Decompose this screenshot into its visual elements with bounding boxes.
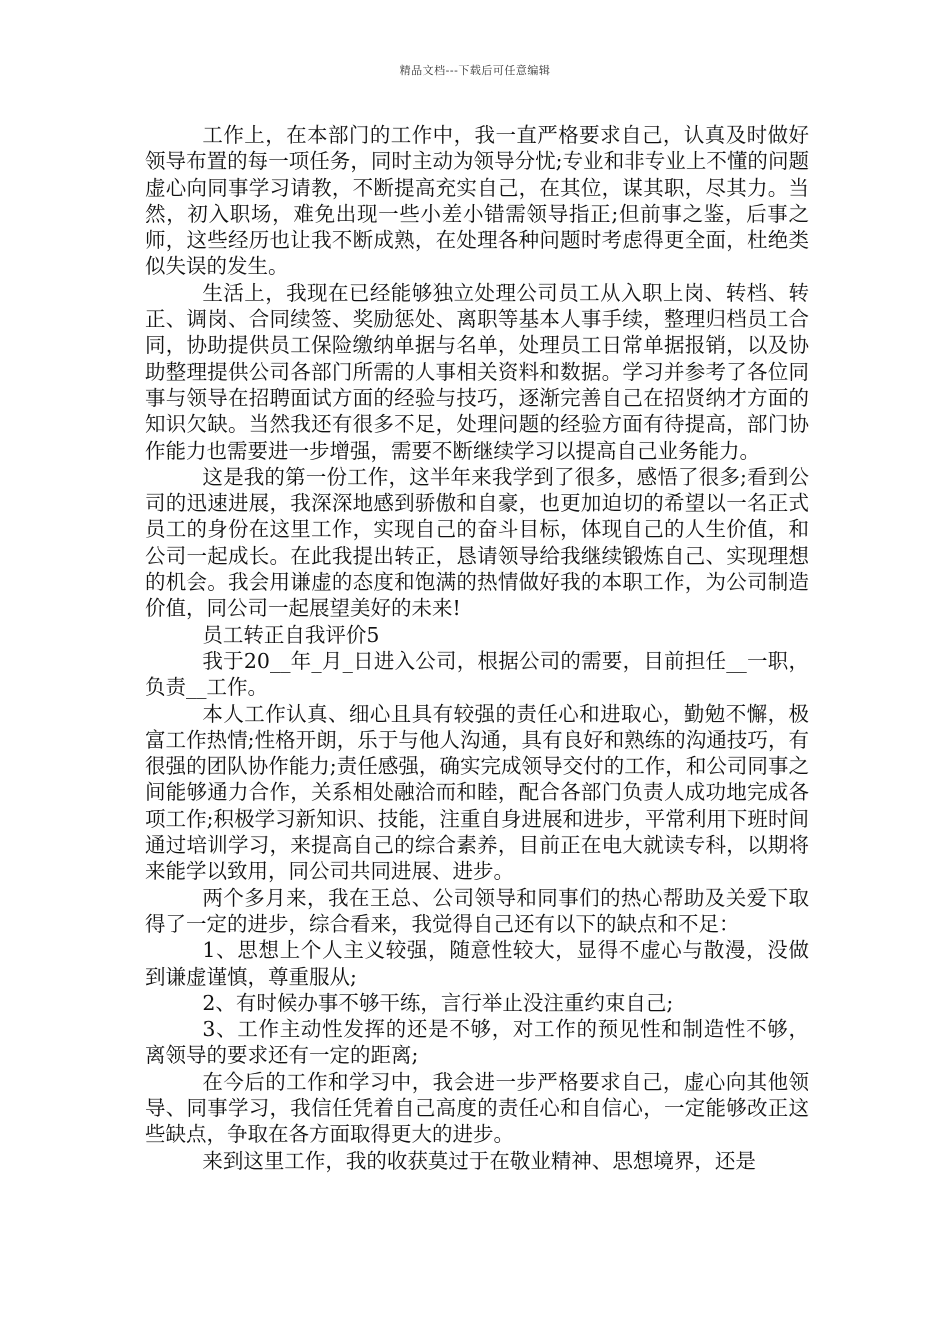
- paragraph-attitude: 本人工作认真、细心且具有较强的责任心和进取心，勤勉不懈，极富工作热情;性格开朗，乐于与他人沟通，具有良好和熟练的沟通技巧，有很强的团队协作能力;责任感强，确实完成领导交付的工作，和公司同事之间能够通力合作，关系相处融洽而和睦，配合各部门负责人成功地完成各项工作;积极学习新知识、技能，注重自身进展和进步，平常利用下班时间通过培训学习，来提高自己的综合素养，目前正在电大就读专科，以期将来能学以致用，同公司共同进展、进步。: [145, 701, 809, 884]
- page-header: 精品文档---下载后可任意编辑: [399, 64, 551, 77]
- section-heading: 员工转正自我评价5: [202, 622, 380, 647]
- list-item-shortcoming-1: 1、思想上个人主义较强，随意性较大，显得不虚心与散漫，没做到谦虚谨慎，尊重服从;: [145, 938, 809, 989]
- paragraph-work: 工作上，在本部门的工作中，我一直严格要求自己，认真及时做好领导布置的每一项任务，同时主动为领导分忧;专业和非专业上不懂的问题虚心向同事学习请教，不断提高充实自己，在其位，谋其职，尽其力。当然，初入职场，难免出现一些小差小错需领导指正;但前事之鉴，后事之师，这些经历也让我不断成熟，在处理各种问题时考虑得更全面，杜绝类似失误的发生。: [145, 123, 809, 279]
- paragraph-life: 生活上，我现在已经能够独立处理公司员工从入职上岗、转档、转正、调岗、合同续签、奖励惩处、离职等基本人事手续，整理归档员工合同，协助提供员工保险缴纳单据与名单，处理员工日常单据报销，以及协助整理提供公司各部门所需的人事相关资料和数据。学习并参考了各位同事与领导在招聘面试方面的经验与技巧，逐渐完善自己在招贤纳才方面的知识欠缺。当然我还有很多不足，处理问题的经验方面有待提高，部门协作能力也需要进一步增强，需要不断继续学习以提高自己业务能力。: [145, 280, 809, 463]
- list-item-shortcoming-3: 3、工作主动性发挥的还是不够，对工作的预见性和制造性不够，离领导的要求还有一定的距离;: [145, 1017, 809, 1068]
- paragraph-future: 在今后的工作和学习中，我会进一步严格要求自己，虚心向其他领导、同事学习，我信任凭着自己高度的责任心和自信心，一定能够改正这些缺点，争取在各方面取得更大的进步。: [145, 1069, 809, 1147]
- paragraph-first-job: 这是我的第一份工作，这半年来我学到了很多，感悟了很多;看到公司的迅速进展，我深深地感到骄傲和自豪，也更加迫切的希望以一名正式员工的身份在这里工作，实现自己的奋斗目标，体现自己的人生价值，和公司一起成长。在此我提出转正，恳请领导给我继续锻炼自己、实现理想的机会。我会用谦虚的态度和饱满的热情做好我的本职工作，为公司制造价值，同公司一起展望美好的未来!: [145, 464, 809, 621]
- paragraph-join-date: 我于20__年_月_日进入公司，根据公司的需要，目前担任__一职，负责__工作。: [145, 648, 809, 700]
- paragraph-shortcomings-intro: 两个多月来，我在王总、公司领导和同事们的热心帮助及关爱下取得了一定的进步，综合看来，我觉得自己还有以下的缺点和不足：: [145, 885, 809, 936]
- paragraph-gains: 来到这里工作，我的收获莫过于在敬业精神、思想境界，还是: [202, 1148, 756, 1173]
- document-body: [145, 122, 809, 1174]
- list-item-shortcoming-2: 2、有时候办事不够干练，言行举止没注重约束自己;: [202, 990, 674, 1015]
